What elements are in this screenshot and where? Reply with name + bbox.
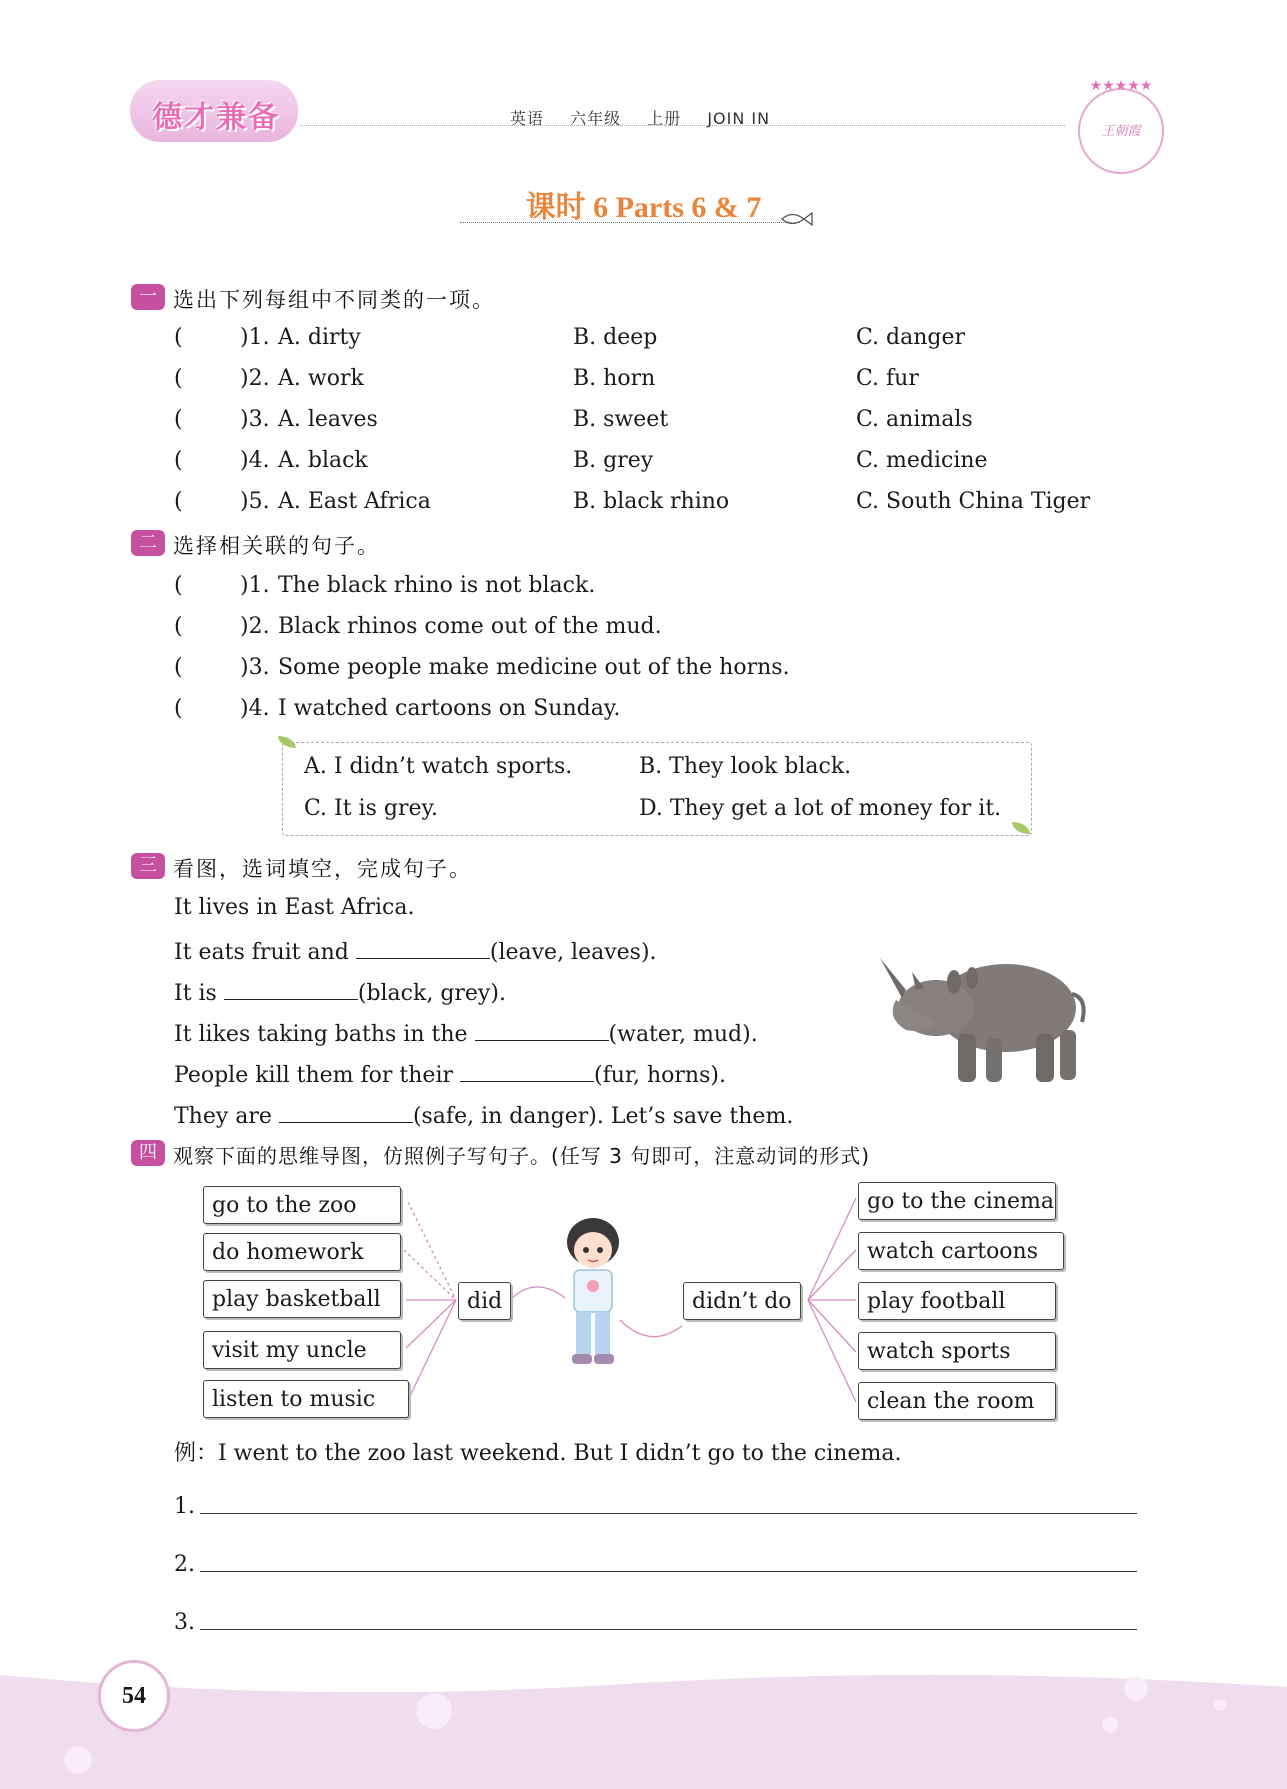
section3-title: 看图，选词填空，完成句子。 xyxy=(173,857,472,881)
s2-q4-paren[interactable]: ( xyxy=(174,696,183,721)
s1-q5-b: B. black rhino xyxy=(573,489,730,514)
s1-q4-num: )4. xyxy=(240,448,270,473)
section3-badge: 三 xyxy=(131,853,165,879)
option-d: D. They get a lot of money for it. xyxy=(639,796,1002,821)
s3-line5-pre: People kill them for their xyxy=(174,1063,454,1088)
answer-line-3[interactable] xyxy=(200,1628,1137,1630)
option-c: C. It is grey. xyxy=(304,796,438,821)
answer-line-1[interactable] xyxy=(200,1512,1137,1514)
s2-q2-paren[interactable]: ( xyxy=(174,614,183,639)
s2-q1-num: )1. xyxy=(240,573,270,598)
s1-q2-num: )2. xyxy=(240,366,270,391)
section2-badge: 二 xyxy=(131,530,165,556)
logo-text: 德才兼备 xyxy=(152,100,280,135)
section2-title: 选择相关联的句子。 xyxy=(173,534,380,558)
s1-q4-paren[interactable]: ( xyxy=(174,448,183,473)
header-subject: 英语 xyxy=(510,109,545,128)
s1-q1-b: B. deep xyxy=(573,325,658,350)
s1-q4-b: B. grey xyxy=(573,448,654,473)
lesson-title: 课时 6 Parts 6 & 7 xyxy=(525,191,762,224)
header-grade: 六年级 xyxy=(570,109,622,128)
page-number: 54 xyxy=(98,1660,170,1732)
header-volume: 上册 xyxy=(647,109,682,128)
didnt-item-5: clean the room xyxy=(858,1382,1056,1420)
did-item-3: play basketball xyxy=(203,1280,401,1318)
didnt-item-2: watch cartoons xyxy=(858,1232,1064,1270)
s1-q2-c: C. fur xyxy=(856,366,919,391)
option-b: B. They look black. xyxy=(639,754,852,779)
s3-line3-pre: It is xyxy=(174,981,217,1006)
s2-q3-num: )3. xyxy=(240,655,270,680)
did-item-4: visit my uncle xyxy=(203,1331,401,1369)
didnt-item-1: go to the cinema xyxy=(858,1182,1056,1220)
s3-line1: It lives in East Africa. xyxy=(174,895,415,920)
did-item-2: do homework xyxy=(203,1233,401,1271)
s1-q3-b: B. sweet xyxy=(573,407,669,432)
s2-q3-paren[interactable]: ( xyxy=(174,655,183,680)
s1-q5-a: A. East Africa xyxy=(278,489,431,514)
didnt-item-4: watch sports xyxy=(858,1332,1056,1370)
s1-q4-a: A. black xyxy=(278,448,368,473)
s2-q2-text: Black rhinos come out of the mud. xyxy=(278,614,662,639)
example-sentence: 例：I went to the zoo last weekend. But I didn’t go to the cinema. xyxy=(174,1441,902,1466)
section1-badge: 一 xyxy=(131,284,165,310)
s2-q2-num: )2. xyxy=(240,614,270,639)
s1-q2-paren[interactable]: ( xyxy=(174,366,183,391)
section4-badge: 四 xyxy=(131,1140,165,1166)
footer-wave xyxy=(0,1665,1287,1789)
s3-line4-pre: It likes taking baths in the xyxy=(174,1022,468,1047)
s3-line3-post: (black, grey). xyxy=(357,981,506,1006)
s2-q1-text: The black rhino is not black. xyxy=(278,573,596,598)
s3-line6-post: (safe, in danger). Let’s save them. xyxy=(412,1104,794,1129)
did-item-1: go to the zoo xyxy=(203,1186,401,1224)
s3-line2-pre: It eats fruit and xyxy=(174,940,349,965)
answer-line-2[interactable] xyxy=(200,1570,1137,1572)
s1-q3-paren[interactable]: ( xyxy=(174,407,183,432)
boy-figure xyxy=(556,1214,630,1370)
s2-q4-text: I watched cartoons on Sunday. xyxy=(278,696,621,721)
header-edition: JOIN IN xyxy=(707,109,771,128)
section1-title: 选出下列每组中不同类的一项。 xyxy=(173,288,495,312)
s1-q4-c: C. medicine xyxy=(856,448,988,473)
s1-q5-paren[interactable]: ( xyxy=(174,489,183,514)
s2-q4-num: )4. xyxy=(240,696,270,721)
answer-num-2: 2. xyxy=(174,1552,195,1577)
section4-title: 观察下面的思维导图，仿照例子写句子。(任写 3 句即可，注意动词的形式) xyxy=(173,1144,871,1168)
s3-line5-post: (fur, horns). xyxy=(594,1063,726,1088)
s1-q3-c: C. animals xyxy=(856,407,973,432)
did-item-5: listen to music xyxy=(203,1380,409,1418)
s1-q3-num: )3. xyxy=(240,407,270,432)
did-node: did xyxy=(458,1282,511,1320)
s2-q1-paren[interactable]: ( xyxy=(174,573,183,598)
s1-q2-b: B. horn xyxy=(573,366,656,391)
s2-q3-text: Some people make medicine out of the horns. xyxy=(278,655,790,680)
s1-q1-num: )1. xyxy=(240,325,270,350)
s1-q1-paren[interactable]: ( xyxy=(174,325,183,350)
s1-q3-a: A. leaves xyxy=(278,407,378,432)
seal-name: 王朝霞 xyxy=(1101,123,1141,138)
answer-num-1: 1. xyxy=(174,1494,195,1519)
s1-q2-a: A. work xyxy=(278,366,364,391)
s1-q5-num: )5. xyxy=(240,489,270,514)
s3-line2-post: (leave, leaves). xyxy=(489,940,657,965)
s1-q1-a: A. dirty xyxy=(278,325,361,350)
answer-num-3: 3. xyxy=(174,1610,195,1635)
seal-stars: ★★★★★ xyxy=(1089,78,1153,94)
s1-q1-c: C. danger xyxy=(856,325,966,350)
s1-q5-c: C. South China Tiger xyxy=(856,489,1091,514)
option-a: A. I didn’t watch sports. xyxy=(304,754,573,779)
didnt-item-3: play football xyxy=(858,1282,1056,1320)
s3-line6-pre: They are xyxy=(174,1104,272,1129)
s3-line4-post: (water, mud). xyxy=(608,1022,758,1047)
didnt-node: didn’t do xyxy=(683,1282,801,1320)
